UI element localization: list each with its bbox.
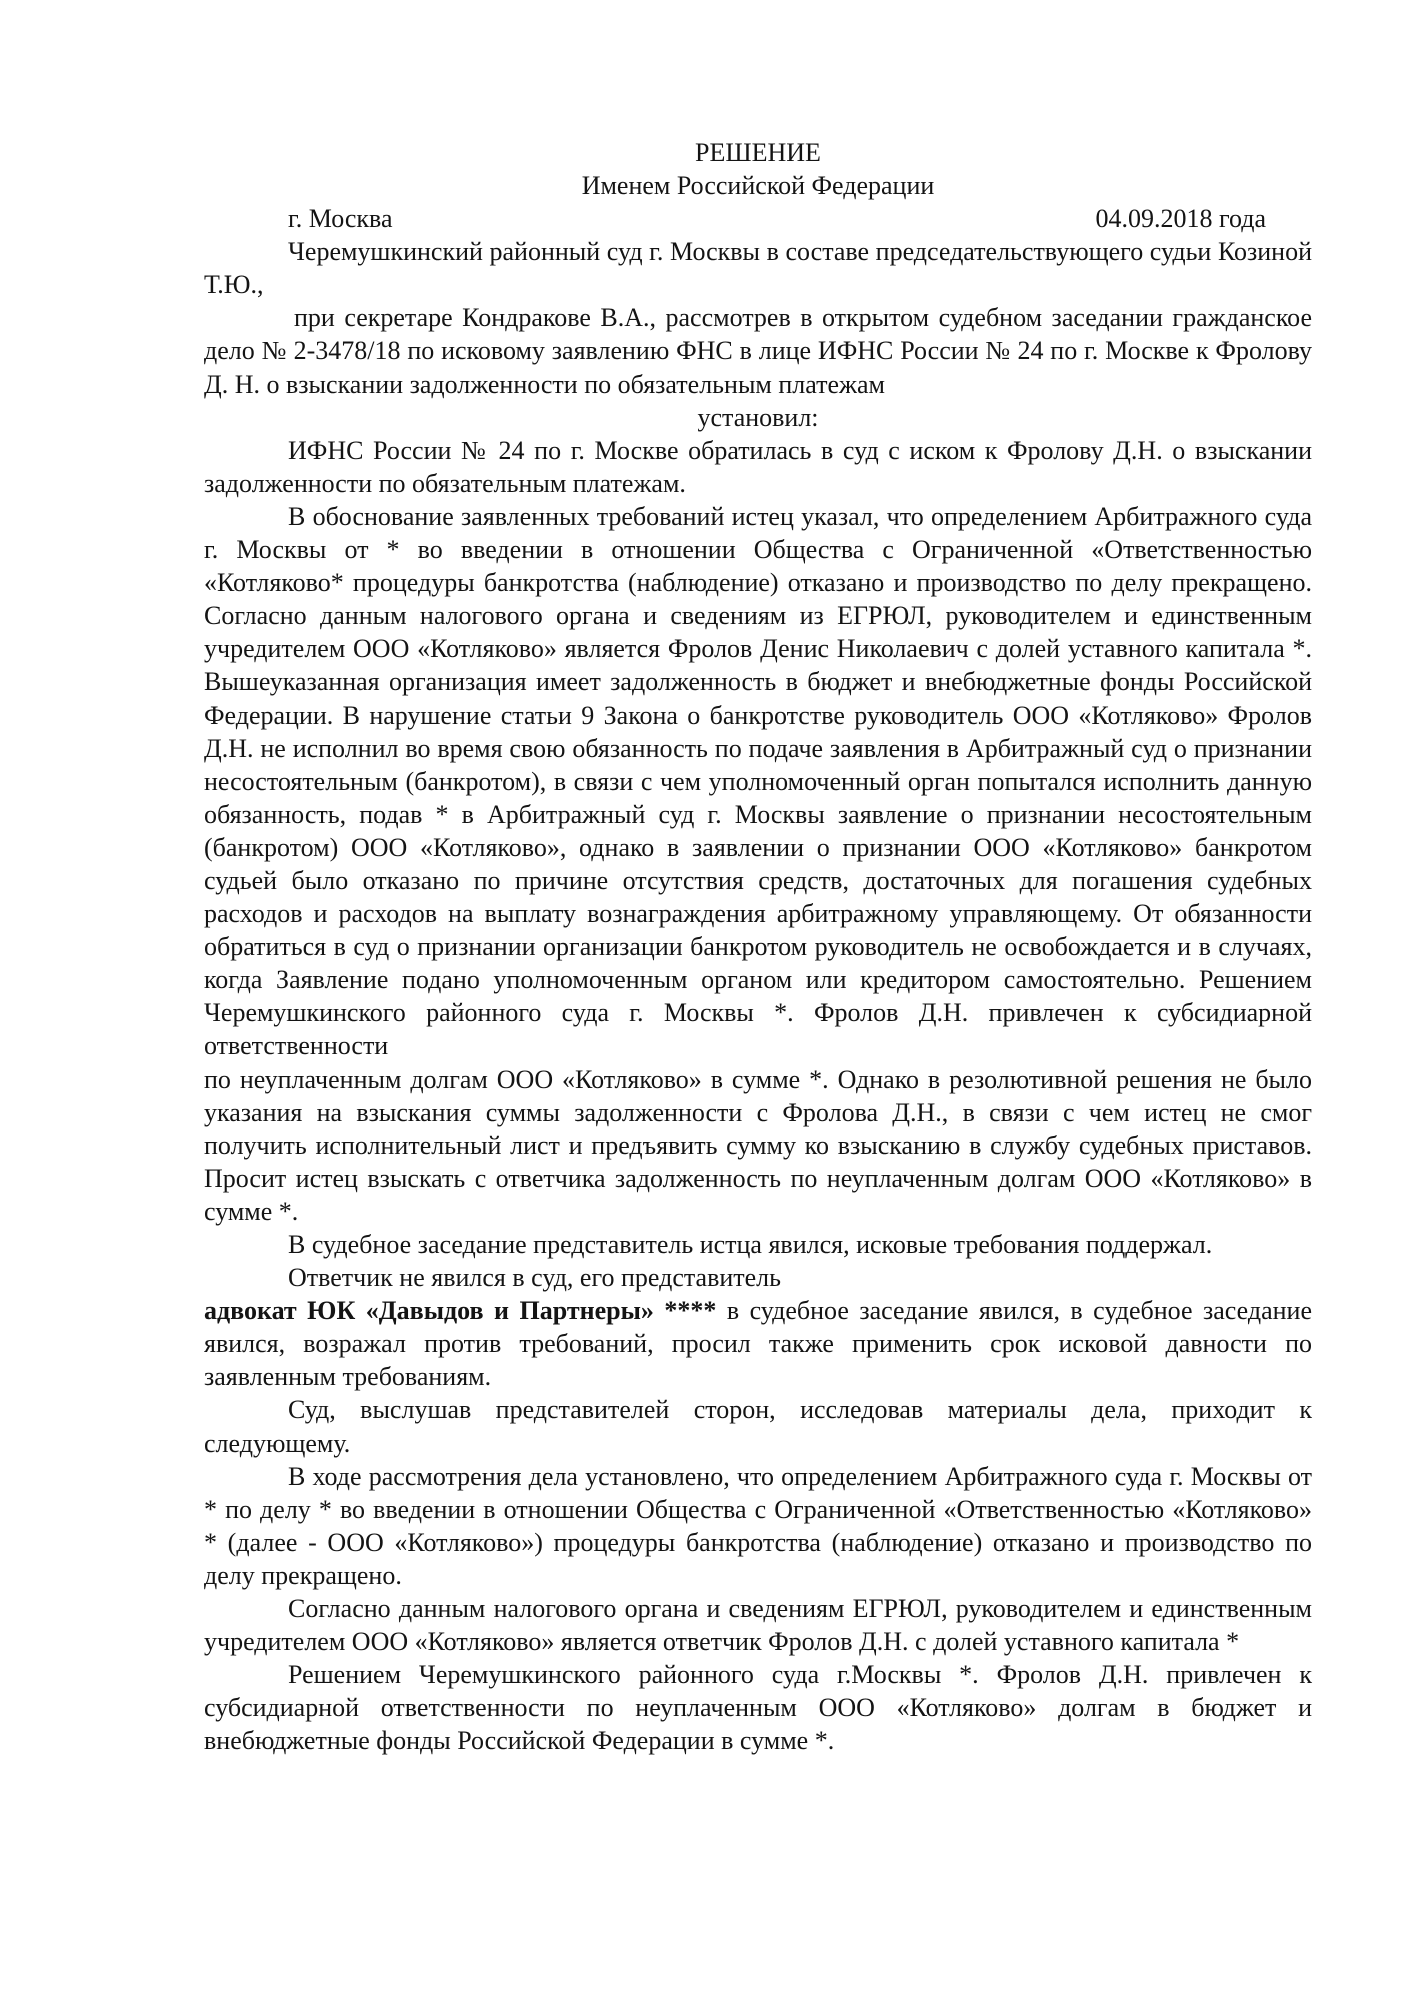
document-title: РЕШЕНИЕ <box>695 138 821 167</box>
court-composition: Черемушкинский районный суд г. Москвы в составе председательствующего судьи Козиной Т.Ю., <box>204 237 1312 300</box>
paragraph-court-heard: Суд, выслушав представителей сторон, исследовав материалы дела, приходит к следующему. <box>204 1395 1312 1458</box>
established-heading: установил: <box>697 402 819 432</box>
paragraph-established-case: В ходе рассмотрения дела установлено, что определением Арбитражного суда г. Москвы от * по делу * во введении в отношении Общества с Ограниченной «Ответственностью «Котляково» * (далее - ООО «Котляково») процедуры банкротства (наблюдение) отказано и производство по делу прекращено. <box>204 1461 1312 1590</box>
secretary-line: при секретаре Кондракове В.А., рассмотрев в открытом судебном заседании гражданское дело № 2-3478/18 по исковому заявлению ФНС в лице ИФНС России № 24 по г. Москве к Фролову Д. Н. о взыскании задолженности по обязательным платежам <box>204 303 1312 399</box>
paragraph-tax-data: Согласно данным налогового органа и сведениям ЕГРЮЛ, руководителем и единственным учредителем ООО «Котляково» является ответчик Фролов Д.Н. с долей уставного капитала * <box>204 1594 1312 1657</box>
advocate-statement: в судебное заседание явился, в судебное заседание явился, возражал против требований, просил также применить срок исковой давности по заявленным требованиям. <box>204 1296 1312 1392</box>
document-subtitle: Именем Российской Федерации <box>581 171 935 201</box>
paragraph-plaintiff-representative: В судебное заседание представитель истца явился, исковые требования поддержал. <box>288 1230 1213 1259</box>
paragraph-claim: ИФНС России № 24 по г. Москве обратилась в суд с иском к Фролову Д.Н. о взыскании задолженности по обязательным платежам. <box>204 435 1312 498</box>
paragraph-decision: Решением Черемушкинского районного суда г.Москвы *. Фролов Д.Н. привлечен к субсидиарной ответственности по неуплаченным ООО «Котляково» долгам в бюджет и внебюджетные фонды Российской Федерации в сумме *. <box>204 1660 1312 1756</box>
paragraph-advocate <box>204 1294 1312 1393</box>
advocate-name: адвокат ЮК «Давыдов и Партнеры» **** <box>204 1296 717 1326</box>
paragraph-grounds-continued: по неуплаченным долгам ООО «Котляково» в сумме *. Однако в резолютивной решения не было указания на взыскания суммы задолженности с Фролова Д.Н., в связи с чем истец не смог получить исполнительный лист и предъявить сумму ко взысканию в службу судебных приставов. Просит истец взыскать с ответчика задолженность по неуплаченным долгам ООО «Котляково» в сумме *. <box>204 1064 1312 1226</box>
paragraph-grounds: В обоснование заявленных требований истец указал, что определением Арбитражного суда г. Москвы от * во введении в отношении Общества с Ограниченной «Ответственностью «Котляково* процедуры банкротства (наблюдение) отказано и производство по делу прекращено. Согласно данным налогового органа и сведениям из ЕГРЮЛ, руководителем и единственным учредителем ООО «Котляково» является Фролов Денис Николаевич с долей уставного капитала *. Вышеуказанная организация имеет задолженность в бюджет и внебюджетные фонды Российской Федерации. В нарушение статьи 9 Закона о банкротстве руководитель ООО «Котляково» Фролов Д.Н. не исполнил во время свою обязанность по подаче заявления в Арбитражный суд о признании несостоятельным (банкротом), в связи с чем уполномоченный орган попытался исполнить данную обязанность, подав * в Арбитражный суд г. Москвы заявление о признании несостоятельным (банкротом) ООО «Котляково», однако в заявлении о признании ООО «Котляково» банкротом судьей было отказано по причине отсутствия средств, достаточных для погашения судебных расходов и расходов на выплату вознаграждения арбитражному управляющему. От обязанности обратиться в суд о признании организации банкротом руководитель не освобождается и в случаях, когда Заявление подано уполномоченным органом или кредитором самостоятельно. Решением Черемушкинского районного суда г. Москвы *. Фролов Д.Н. привлечен к субсидиарной ответственности <box>204 501 1312 1061</box>
decision-date: 04.09.2018 года <box>1095 204 1266 234</box>
place-date-line <box>204 202 1312 235</box>
city: г. Москва <box>288 204 393 234</box>
paragraph-defendant: Ответчик не явился в суд, его представитель <box>288 1263 782 1293</box>
document-page <box>204 136 1312 1758</box>
